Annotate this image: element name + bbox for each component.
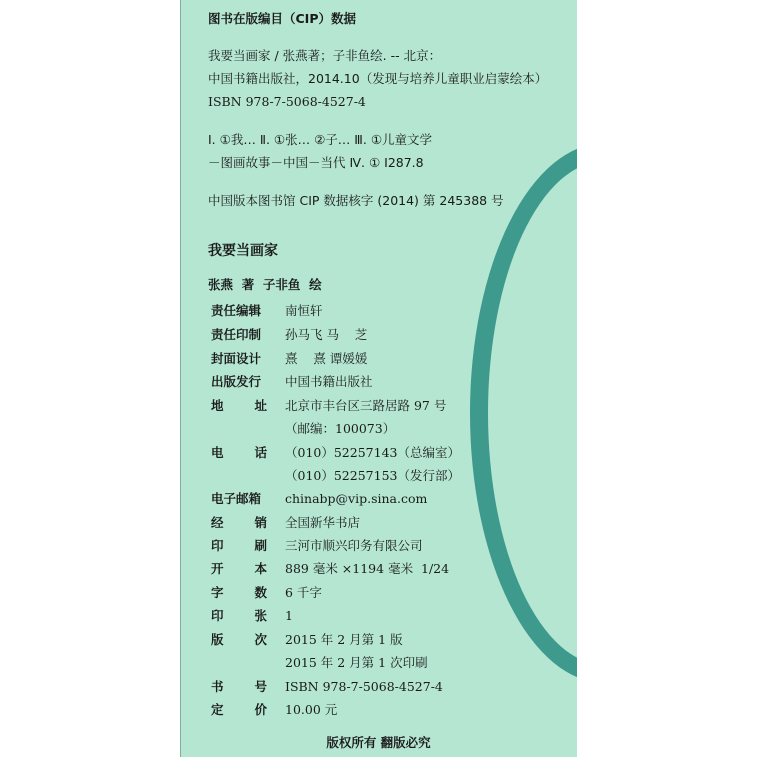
email-label: 电子邮箱 <box>211 491 262 506</box>
postcode-value: （邮编：100073） <box>285 421 396 436</box>
sheets-label-char-1: 印 <box>211 608 224 623</box>
copyright-notice: 版权所有 翻版必究 <box>326 735 431 750</box>
address-value: 北京市丰台区三路居路 97 号 <box>285 398 447 413</box>
price-label-char-1: 定 <box>211 702 224 717</box>
cover-design-label: 封面设计 <box>211 351 262 366</box>
editor-value: 南恒轩 <box>285 303 323 318</box>
isbn-value: ISBN 978-7-5068-4527-4 <box>285 679 443 694</box>
word-count-label-char-1: 字 <box>211 585 224 600</box>
cip-line-1: 我要当画家 / 张燕著；子非鱼绘. -- 北京： <box>208 48 442 63</box>
price-value: 10.00 元 <box>285 702 338 717</box>
cip-verification: 中国版本图书馆 CIP 数据核字 (2014) 第 245388 号 <box>208 193 504 208</box>
email-value: chinabp@vip.sina.com <box>285 491 428 506</box>
printer-label <box>211 538 267 554</box>
price-label <box>211 702 267 718</box>
cover-design-value: 熹 熹 谭媛媛 <box>285 351 368 366</box>
cip-classification-2: －图画故事－中国－当代 Ⅳ. ① I287.8 <box>208 155 424 170</box>
distributor-label <box>211 515 267 531</box>
edition-label-char-2: 次 <box>254 632 267 647</box>
word-count-label-char-2: 数 <box>254 585 267 600</box>
cip-isbn: ISBN 978-7-5068-4527-4 <box>208 94 366 109</box>
copyright-page <box>180 0 577 757</box>
printer-label-char-1: 印 <box>211 538 224 553</box>
format-value: 889 毫米 ×1194 毫米 1/24 <box>285 561 450 576</box>
edition-label <box>211 632 267 648</box>
isbn-label <box>211 679 267 695</box>
phone-label-char-2: 话 <box>254 445 267 460</box>
distributor-label-char-2: 销 <box>254 515 267 530</box>
print-manager-label: 责任印制 <box>211 327 262 342</box>
format-label-char-2: 本 <box>254 561 267 576</box>
phone-value-2: （010）52257153（发行部） <box>285 468 460 483</box>
sheets-value: 1 <box>285 608 293 623</box>
word-count-label <box>211 585 267 601</box>
address-label <box>211 398 267 414</box>
cip-header: 图书在版编目（CIP）数据 <box>208 11 356 26</box>
format-label <box>211 561 267 577</box>
isbn-label-char-2: 号 <box>254 679 267 694</box>
phone-label <box>211 445 267 461</box>
print-manager-value: 孙马飞 马 芝 <box>285 327 368 342</box>
publisher-label: 出版发行 <box>211 374 262 389</box>
edition-label-char-1: 版 <box>211 632 224 647</box>
cip-classification-1: Ⅰ. ①我… Ⅱ. ①张… ②子… Ⅲ. ①儿童文学 <box>208 132 433 147</box>
format-label-char-1: 开 <box>211 561 224 576</box>
book-title: 我要当画家 <box>208 243 278 259</box>
word-count-value: 6 千字 <box>285 585 322 600</box>
edition-value-1: 2015 年 2 月第 1 版 <box>285 632 403 647</box>
distributor-value: 全国新华书店 <box>285 515 361 530</box>
edition-value-2: 2015 年 2 月第 1 次印刷 <box>285 655 428 670</box>
address-label-char-1: 地 <box>211 398 224 413</box>
price-label-char-2: 价 <box>254 702 267 717</box>
phone-label-char-1: 电 <box>211 445 224 460</box>
editor-label: 责任编辑 <box>211 303 262 318</box>
distributor-label-char-1: 经 <box>211 515 224 530</box>
printer-value: 三河市顺兴印务有限公司 <box>285 538 423 553</box>
book-authors: 张燕 著 子非鱼 绘 <box>208 277 322 292</box>
cip-line-2: 中国书籍出版社，2014.10（发现与培养儿童职业启蒙绘本） <box>208 71 548 86</box>
publisher-value: 中国书籍出版社 <box>285 374 373 389</box>
phone-value-1: （010）52257143（总编室） <box>285 445 460 460</box>
printer-label-char-2: 刷 <box>254 538 267 553</box>
address-label-char-2: 址 <box>254 398 267 413</box>
decorative-arc <box>470 143 577 683</box>
sheets-label-char-2: 张 <box>254 608 267 623</box>
isbn-label-char-1: 书 <box>211 679 224 694</box>
sheets-label <box>211 608 267 624</box>
